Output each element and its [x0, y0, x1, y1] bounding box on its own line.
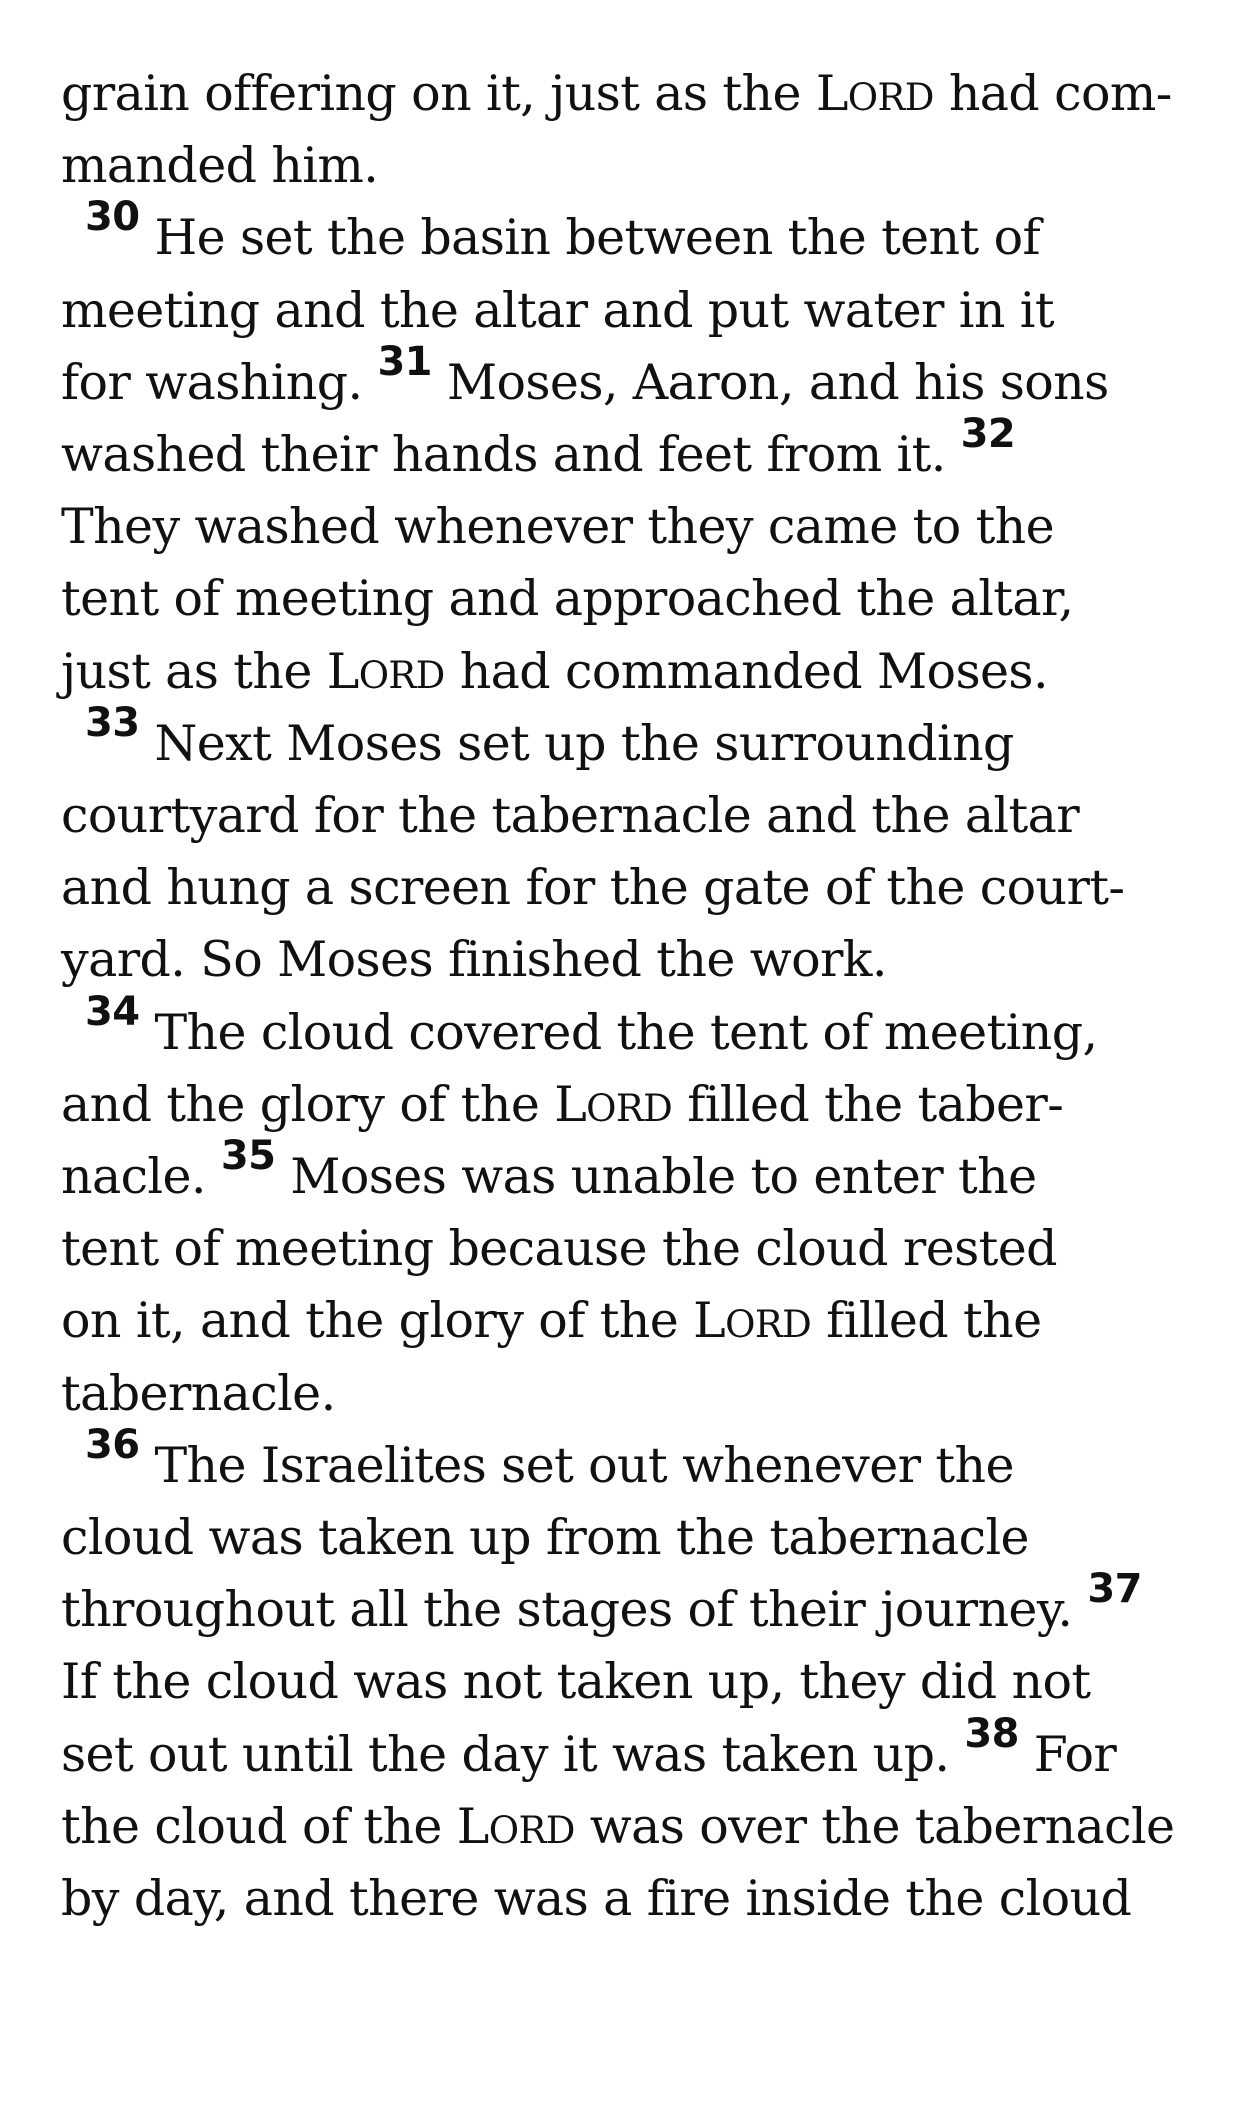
text-line	[61, 1358, 336, 1430]
divine-name-initial: L	[456, 1797, 489, 1855]
verse-number[interactable]: 33	[85, 699, 140, 746]
text-run: grain offering on it, just as the	[61, 65, 816, 122]
text-run: and hung a screen for the gate of the court-	[61, 859, 1125, 917]
text-line	[61, 275, 1054, 347]
text-line	[61, 1502, 1029, 1574]
text-run: Moses was unable to enter the	[275, 1148, 1037, 1205]
text-run: by day, and there was a fire inside the cloud	[61, 1870, 1132, 1927]
verse-number[interactable]: 35	[220, 1133, 276, 1179]
text-run: The Israelites set out whenever the	[139, 1436, 1014, 1494]
text-line	[61, 411, 1016, 491]
text-run: meeting and the altar and put water in it	[61, 281, 1054, 339]
text-run: cloud was taken up from the tabernacle	[61, 1509, 1029, 1566]
text-run: manded him.	[61, 137, 379, 195]
text-line	[61, 1710, 1117, 1791]
text-line	[61, 636, 1048, 708]
text-run: nacle.	[61, 1148, 221, 1205]
text-line	[61, 852, 1124, 924]
text-run: Next Moses set up the surrounding	[139, 714, 1014, 772]
text-line	[85, 699, 1014, 780]
divine-name-initial: L	[326, 642, 359, 700]
verse-number[interactable]: 34	[85, 988, 140, 1035]
text-run: on it, and the glory of the	[61, 1292, 694, 1350]
text-run: tabernacle.	[61, 1364, 336, 1422]
text-run: had com-	[933, 65, 1172, 122]
text-run: had commanded Moses.	[444, 642, 1048, 700]
text-line	[61, 491, 1054, 563]
divine-name-initial: L	[693, 1292, 726, 1350]
divine-name-small-caps	[327, 643, 445, 700]
text-line	[61, 780, 1079, 852]
text-run: tent of meeting because the cloud rested	[61, 1220, 1057, 1278]
text-run: set out until the day it was taken up.	[61, 1725, 965, 1783]
text-run: courtyard for the tabernacle and the altar	[61, 787, 1080, 844]
divine-name-rest: ORD	[725, 1303, 812, 1347]
text-run: For	[1018, 1725, 1117, 1783]
text-run: yard. So Moses finished the work.	[61, 931, 887, 989]
divine-name-rest: ORD	[586, 1086, 673, 1130]
text-line	[61, 1285, 1041, 1357]
divine-name-small-caps	[693, 1292, 811, 1349]
text-run: If the cloud was not taken up, they did not	[61, 1653, 1091, 1711]
text-line	[61, 1133, 1037, 1213]
text-run: throughout all the stages of their journey.	[61, 1581, 1088, 1639]
divine-name-initial: L	[815, 65, 848, 122]
text-run: just as the	[61, 642, 327, 700]
text-line	[61, 1646, 1090, 1718]
text-run: was over the tabernacle	[574, 1797, 1175, 1855]
text-run: Moses, Aaron, and his sons	[431, 353, 1109, 411]
text-run: the cloud of the	[61, 1797, 457, 1855]
divine-name-small-caps	[457, 1798, 575, 1855]
text-run: filled the	[811, 1292, 1042, 1350]
text-run: He set the basin between the tent of	[139, 209, 1041, 267]
text-line	[61, 130, 378, 202]
divine-name-small-caps	[816, 65, 934, 122]
text-line	[61, 1863, 1131, 1935]
verse-number[interactable]: 37	[1087, 1566, 1142, 1613]
text-run: The cloud covered the tent of meeting,	[139, 1003, 1098, 1061]
text-line	[85, 988, 1098, 1069]
text-line	[85, 194, 1041, 274]
text-run: washed their hands and feet from it.	[61, 426, 961, 483]
text-run: tent of meeting and approached the altar,	[61, 570, 1074, 628]
text-line	[61, 1213, 1057, 1285]
divine-name-rest: ORD	[358, 653, 445, 697]
verse-number[interactable]: 38	[964, 1710, 1019, 1757]
text-run: and the glory of the	[61, 1075, 555, 1133]
text-run: for washing.	[61, 353, 378, 411]
verse-number[interactable]: 32	[960, 411, 1016, 457]
text-line	[61, 1566, 1142, 1646]
text-line	[61, 563, 1073, 635]
text-line	[61, 1069, 1063, 1141]
text-run: They washed whenever they came to the	[61, 498, 1055, 556]
divine-name-rest: ORD	[488, 1808, 575, 1852]
divine-name-small-caps	[554, 1076, 672, 1133]
text-line	[61, 338, 1109, 419]
text-line	[61, 58, 1172, 130]
text-run: filled the taber-	[672, 1075, 1064, 1133]
divine-name-initial: L	[554, 1075, 587, 1133]
verse-number[interactable]: 31	[377, 338, 432, 385]
text-line	[61, 1791, 1174, 1863]
divine-name-rest: ORD	[847, 76, 934, 119]
text-line	[85, 1421, 1014, 1502]
text-line	[61, 924, 887, 996]
verse-number[interactable]: 30	[85, 194, 140, 241]
verse-number[interactable]: 36	[85, 1421, 140, 1468]
